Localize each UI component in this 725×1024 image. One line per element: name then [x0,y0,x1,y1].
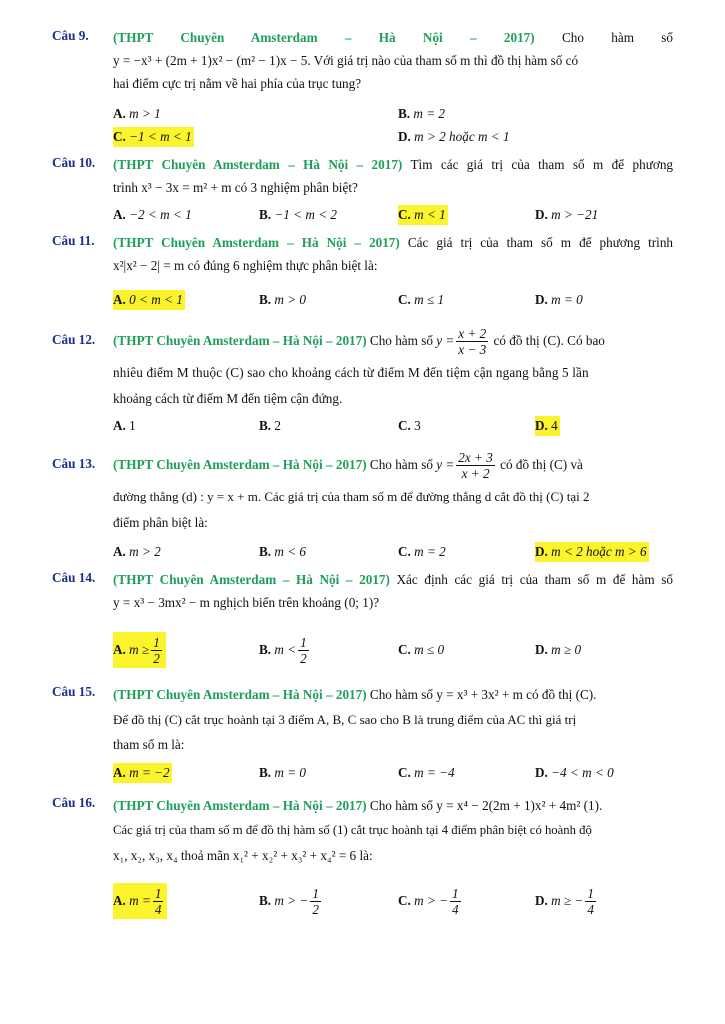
option-c[interactable]: C. m ≤ 0 [398,642,445,657]
question-number: Câu 16. [52,795,96,810]
question-text: (THPT Chuyên Amsterdam – Hà Nội – 2017) Các giá trị của tham số m để phương trình x²|x² − 2| = m có đúng 6 nghiệm thực phân biệt là: [113,235,674,273]
option-b[interactable]: B. m = 2 [398,106,446,121]
option-d[interactable]: D. m ≥ 0 [535,642,582,657]
question-text: (THPT Chuyên Amsterdam – Hà Nội – 2017) Cho hàm số y = −x³ + (2m + 1)x² − (m² − 1)x − 5. Với giá trị nào của tham số m thì đồ thị hàm số có hai điểm cực trị nằm về hai phía của trục tung? [113,30,674,91]
option-b[interactable]: B. 2 [259,418,281,433]
question-number: Câu 11. [52,233,95,248]
option-b[interactable]: B. m < 6 [259,544,307,559]
option-d[interactable]: D. m > 2 hoặc m < 1 [398,129,510,144]
question-text: (THPT Chuyên Amsterdam – Hà Nội – 2017) Cho hàm số y = $\frac{x + 2}{x - 3}$ có đồ thị (C). Có bao nhiêu điểm M thuộc (C) sao cho khoảng cách từ điểm M đến tiệm cận ngang bằng 5 lần khoảng cách từ điểm M đến tiệm cận đứng. [113,326,605,406]
question-number: Câu 12. [52,332,96,347]
option-d-correct[interactable]: D. 4 [535,416,560,436]
question-text: (THPT Chuyên Amsterdam – Hà Nội – 2017) Tìm các giá trị của tham số m để phương trình x³ − 3x = m² + m có 3 nghiệm phân biệt? [113,157,674,195]
option-d[interactable]: D. m ≥ − $\frac{1}{4}$ [535,886,594,918]
question-text: (THPT Chuyên Amsterdam – Hà Nội – 2017) Xác định các giá trị của tham số m để hàm số y = x³ − 3mx² − m nghịch biến trên khoảng (0; 1)? [113,572,673,610]
question-number: Câu 14. [52,570,96,585]
option-b[interactable]: B. m > − $\frac{1}{2}$ [259,886,319,918]
option-c-correct[interactable]: C. m < 1 [398,205,448,225]
option-b[interactable]: B. m = 0 [259,765,307,780]
fraction: $\frac{2x + 3}{x + 2}$ [458,450,493,482]
option-b[interactable]: B. m < $\frac{1}{2}$ [259,635,307,667]
option-a-correct[interactable]: A. 0 < m < 1 [113,290,185,310]
question-number: Câu 13. [52,456,96,471]
option-d[interactable]: D. m > −21 [535,207,599,222]
option-c[interactable]: C. m = 2 [398,544,446,559]
option-a-correct[interactable]: A. m ≥ $\frac{1}{2}$ [113,632,166,668]
option-b[interactable]: B. m > 0 [259,292,307,307]
question-number: Câu 9. [52,28,89,43]
question-source: (THPT Chuyên Amsterdam – Hà Nội – 2017) [113,30,535,45]
option-a-correct[interactable]: A. m = −2 [113,763,172,783]
question-number: Câu 15. [52,684,96,699]
question-number: Câu 10. [52,155,96,170]
option-a-correct[interactable]: A. m = $\frac{1}{4}$ [113,883,167,919]
option-a[interactable]: A. m > 2 [113,544,161,559]
option-a[interactable]: A. m > 1 [113,106,161,121]
option-d[interactable]: D. m = 0 [535,292,583,307]
option-a[interactable]: A. 1 [113,418,136,433]
option-c[interactable]: C. m > − $\frac{1}{4}$ [398,886,459,918]
question-text: (THPT Chuyên Amsterdam – Hà Nội – 2017) Cho hàm số y = $\frac{2x + 3}{x + 2}$ có đồ thị (C) và đường thẳng (d) : y = x + m. Các giá trị của tham số m để đường thẳng d cắt đồ thị (C) tại 2 điểm phân biệt là: [113,450,590,530]
question-text: (THPT Chuyên Amsterdam – Hà Nội – 2017) Cho hàm số y = x⁴ − 2(2m + 1)x² + 4m² (1). Các giá trị của tham số m để đồ thị hàm số (1) cắt trục hoành tại 4 điểm phân biệt có hoành độ x₁, x₂, x₃, x₄ thoả mãn x₁² + x₂² + x₃² + x₄² = 6 là: [113,798,603,863]
option-b[interactable]: B. −1 < m < 2 [259,207,337,222]
fraction: $\frac{x + 2}{x - 3}$ [458,326,487,358]
question-text: (THPT Chuyên Amsterdam – Hà Nội – 2017) Cho hàm số y = x³ + 3x² + m có đồ thị (C). Để đồ thị (C) cắt trục hoành tại 3 điểm A, B, C sao cho B là trung điểm của AC thì giá trị tham số m là: [113,687,597,752]
option-c[interactable]: C. m = −4 [398,765,455,780]
option-d-correct[interactable]: D. m < 2 hoặc m > 6 [535,542,649,562]
option-d[interactable]: D. −4 < m < 0 [535,765,614,780]
option-a[interactable]: A. −2 < m < 1 [113,207,192,222]
option-c[interactable]: C. 3 [398,418,421,433]
option-c-correct[interactable]: C. −1 < m < 1 [113,127,194,147]
option-c[interactable]: C. m ≤ 1 [398,292,445,307]
